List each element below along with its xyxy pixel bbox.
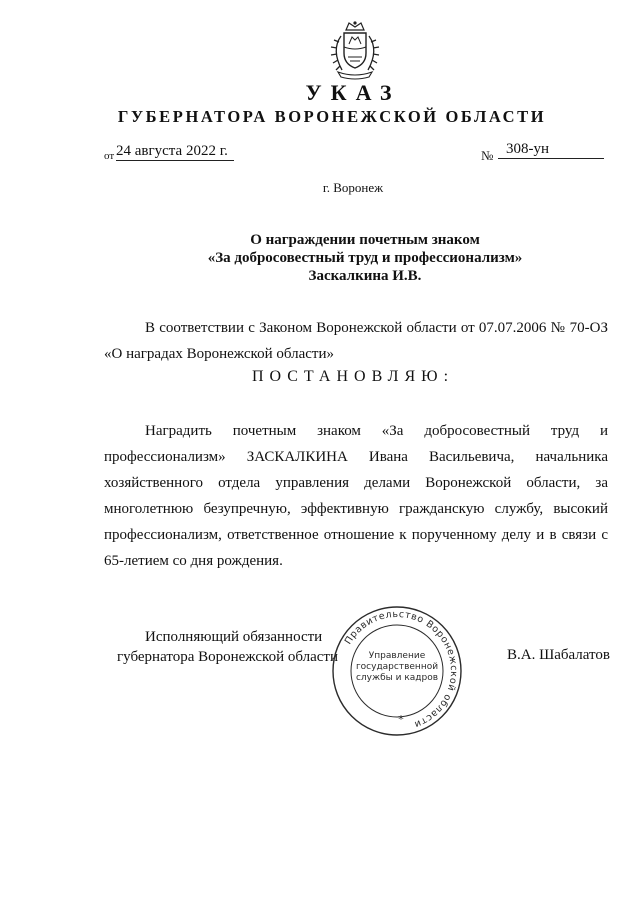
signatory-name: В.А. Шабалатов — [507, 647, 610, 663]
city: г. Воронеж — [322, 180, 384, 195]
subject-line-3: Заскалкина И.В. — [308, 268, 422, 284]
date-prefix: от — [104, 150, 115, 162]
seal-inner-line-2: государственной — [355, 662, 439, 672]
decree-number: 308-ун — [498, 140, 604, 159]
legal-basis-paragraph: В соответствии с Законом Воронежской области от 07.07.2006 № 70-ОЗ «О наградах Воронежской области» — [104, 320, 608, 362]
document-title: УКАЗ — [305, 80, 401, 105]
seal-inner-line-3: службы и кадров — [355, 673, 439, 683]
signatory-position-line-1: Исполняющий обязанности — [145, 629, 323, 645]
decree-subject — [160, 231, 570, 285]
subject-line-1: О награждении почетным знаком — [250, 232, 480, 248]
official-seal-icon — [330, 604, 464, 738]
document-subtitle: ГУБЕРНАТОРА ВОРОНЕЖСКОЙ ОБЛАСТИ — [117, 107, 547, 126]
seal-star: * — [398, 713, 404, 726]
subject-line-2: «За добросовестный труд и профессионализм» — [207, 250, 523, 266]
voronezh-coat-of-arms-icon — [322, 20, 388, 80]
order-word: ПОСТАНОВЛЯЮ: — [251, 368, 455, 385]
decree-date: 24 августа 2022 г. — [116, 142, 234, 161]
seal-inner-line-1: Управление — [368, 651, 426, 661]
decision-paragraph: Наградить почетным знаком «За добросовестный труд и профессионализм» ЗАСКАЛКИНА Ивана Васильевича, начальника хозяйственного отдела управления делами Воронежской области, за многолетнюю безупречную, эффективную гражданскую службу, высокий профессионализм, ответственное отношение к порученному делу и в связи с 65-летием со дня рождения. — [104, 423, 608, 569]
signatory-position-line-2: губернатора Воронежской области — [117, 649, 338, 665]
number-prefix: № — [481, 148, 494, 163]
seal-outer-text: Правительство Воронежской области — [342, 608, 460, 730]
